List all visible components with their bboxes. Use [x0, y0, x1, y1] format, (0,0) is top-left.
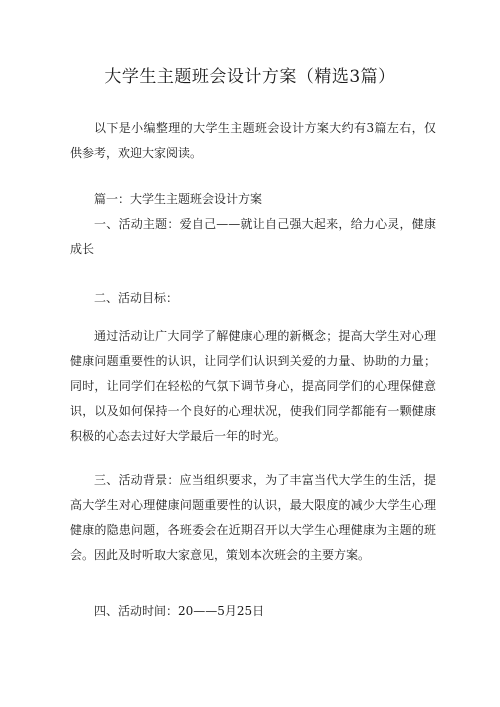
part1-heading: 篇一：大学生主题班会设计方案	[94, 192, 263, 206]
activity-theme-paragraph: 一、活动主题：爱自己——就让自己强大起来，给力心灵，健康成长	[70, 217, 436, 256]
activity-goal-heading: 二、活动目标：	[94, 291, 179, 305]
activity-time-line: 四、活动时间：20——5月25日	[94, 604, 265, 618]
activity-background-paragraph: 三、活动背景：应当组织要求，为了丰富当代大学生的生活，提高大学生对心理健康问题重要性的认识，最大限度的减少大学生心理健康的隐患问题，各班委会在近期召开以大学生心理健康为主题的班会。因此及时听取大家意见，策划本次班会的主要方案。	[70, 473, 436, 562]
activity-goal-paragraph: 通过活动让广大同学了解健康心理的新概念；提高大学生对心理健康问题重要性的认识，让同学们认识到关爱的力量、协助的力量；同时，让同学们在轻松的气氛下调节身心，提高同学们的心理保健意识，以及如何保持一个良好的心理状况，使我们同学都能有一颗健康积极的心态去过好大学最后一年的时光。	[70, 329, 436, 443]
document-title: 大学生主题班会设计方案（精选3篇）	[104, 67, 396, 87]
intro-paragraph: 以下是小编整理的大学生主题班会设计方案大约有3篇左右，仅供参考，欢迎大家阅读。	[70, 121, 436, 160]
